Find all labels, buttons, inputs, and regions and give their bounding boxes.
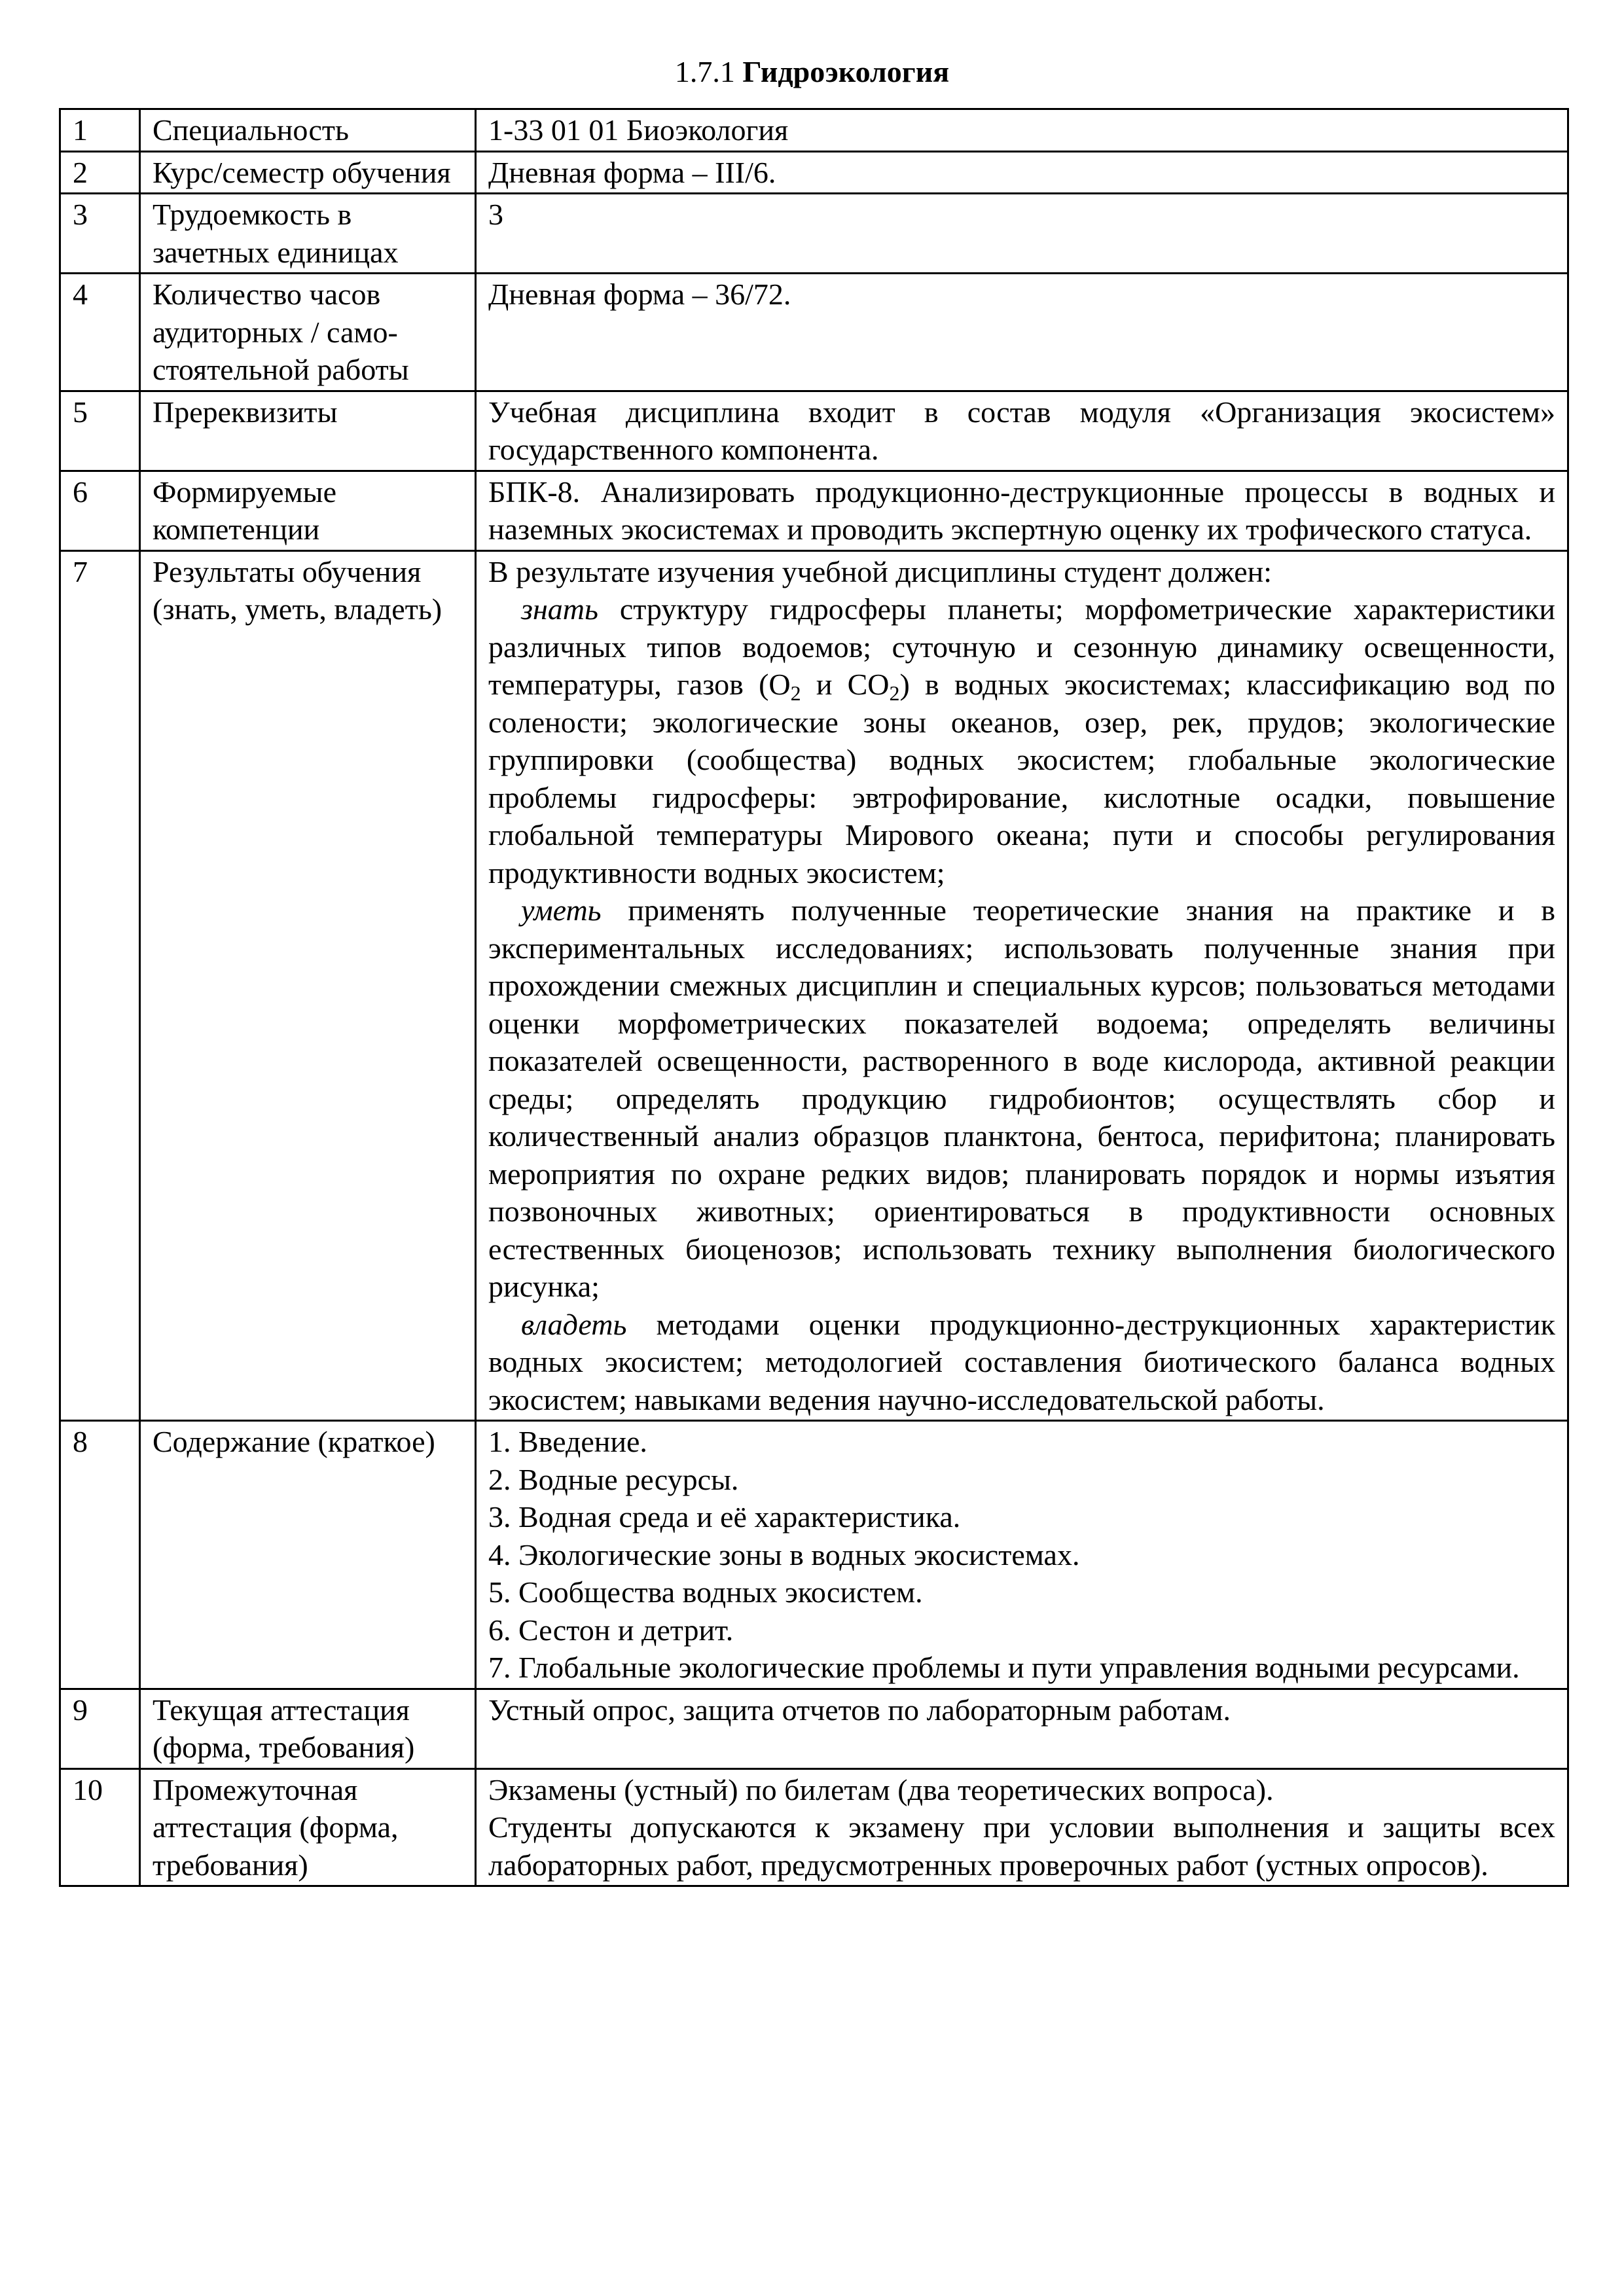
know-text-c: ) в водных экосистемах; классификацию вод по солености; экологические зоны океанов, озер, рек, прудов; экологические группировки (сообщества) водных экосистем; глобальные экологические проблемы гидросферы: эвтрофирование, кислотные осадки, повышение глобальной температуры Мирового океана; пути и способы регулирования продуктивности водных экосистем; [488,668,1555,889]
table-row [60,194,1568,274]
row-label: Формируемые компетенции [140,471,476,550]
know-text-a: структуру гидросферы планеты; морфометрические характеристики различных типов водоемов; суточную и сезонную динамику освещенности, температуры, газов (O [488,592,1555,701]
list-item: 6. Сестон и детрит. [488,1613,734,1647]
row-number: 10 [60,1768,140,1886]
row-value: Дневная форма – 36/72. [476,274,1568,391]
row-number: 6 [60,471,140,550]
row-value: 3 [476,194,1568,274]
row-label: Специальность [140,109,476,152]
row-label: Промежуточная аттестация (форма, требования) [140,1768,476,1886]
row-number: 7 [60,550,140,1421]
row-label: Трудоемкость в зачетных единицах [140,194,476,274]
table-row [60,1768,1568,1886]
row-label: Курс/семестр обучения [140,151,476,194]
row-number: 2 [60,151,140,194]
course-spec-table [59,108,1569,1887]
table-row [60,109,1568,152]
table-row [60,151,1568,194]
table-row [60,550,1568,1421]
row-value [476,1768,1568,1886]
row-value: Устный опрос, защита отчетов по лабораторным работам. [476,1689,1568,1768]
list-item: 2. Водные ресурсы. [488,1462,739,1496]
exam-requirements: Студенты допускаются к экзамену при условии выполнения и защиты всех лабораторных работ, предусмотренных проверочных работ (устных опросов). [488,1810,1555,1882]
row-number: 3 [60,194,140,274]
row-number: 1 [60,109,140,152]
outcomes-know [488,590,1555,891]
list-item: 1. Введение. [488,1425,647,1458]
outcomes-intro: В результате изучения учебной дисциплины студент должен: [488,554,1272,588]
row-number: 8 [60,1421,140,1689]
know-text-b: и CO [801,668,890,701]
table-row [60,1689,1568,1768]
row-label: Количество часов аудиторных / само-стоятельной работы [140,274,476,391]
own-label: владеть [521,1307,627,1341]
row-value: БПК-8. Анализировать продукционно-деструкционные процессы в водных и наземных экосистемах и проводить экспертную оценку их трофического статуса. [476,471,1568,550]
row-number: 9 [60,1689,140,1768]
can-label: уметь [521,893,602,927]
learning-outcomes [476,550,1568,1421]
row-value: Дневная форма – III/6. [476,151,1568,194]
know-label: знать [521,592,598,626]
exam-form: Экзамены (устный) по билетам (два теоретических вопроса). [488,1772,1274,1806]
table-row [60,391,1568,471]
outcomes-own [488,1306,1555,1419]
row-label: Текущая аттестация (форма, требования) [140,1689,476,1768]
list-item: 4. Экологические зоны в водных экосистемах. [488,1537,1080,1571]
own-text: методами оценки продукционно-деструкционных характеристик водных экосистем; методологией составления биотического баланса водных экосистем; навыками ведения научно-исследовательской работы. [488,1307,1556,1416]
list-item: 3. Водная среда и её характеристика. [488,1500,961,1534]
row-value: Учебная дисциплина входит в состав модуля «Организация экосистем» государственного компонента. [476,391,1568,471]
content-list [476,1421,1568,1689]
row-value: 1-33 01 01 Биоэкология [476,109,1568,152]
title-number: 1.7.1 [674,55,735,88]
title-name: Гидроэкология [742,55,950,88]
page-title [0,52,1624,92]
row-label: Содержание (краткое) [140,1421,476,1689]
co2-subscript: 2 [889,681,900,705]
list-item: 7. Глобальные экологические проблемы и пути управления водными ресурсами. [488,1651,1520,1684]
table-row [60,1421,1568,1689]
row-number: 5 [60,391,140,471]
outcomes-can [488,891,1555,1306]
list-item: 5. Сообщества водных экосистем. [488,1575,923,1609]
can-text: применять полученные теоретические знания на практике и в экспериментальных исследованиях; использовать полученные знания при прохождении смежных дисциплин и специальных курсов; пользоваться методами оценки морфометрических показателей водоема; определять величины показателей освещенности, растворенного в воде кислорода, активной реакции среды; определять продукцию гидробионтов; осуществлять сбор и количественный анализ образцов планктона, бентоса, перифитона; планировать мероприятия по охране редких видов; планировать порядок и нормы изъятия позвоночных животных; ориентироваться в продуктивности основных естественных биоценозов; использовать технику выполнения биологического рисунка; [488,893,1555,1303]
table-row [60,471,1568,550]
row-number: 4 [60,274,140,391]
row-label: Результаты обучения (знать, уметь, владеть) [140,550,476,1421]
row-label: Пререквизиты [140,391,476,471]
table-row [60,274,1568,391]
o2-subscript: 2 [790,681,801,705]
